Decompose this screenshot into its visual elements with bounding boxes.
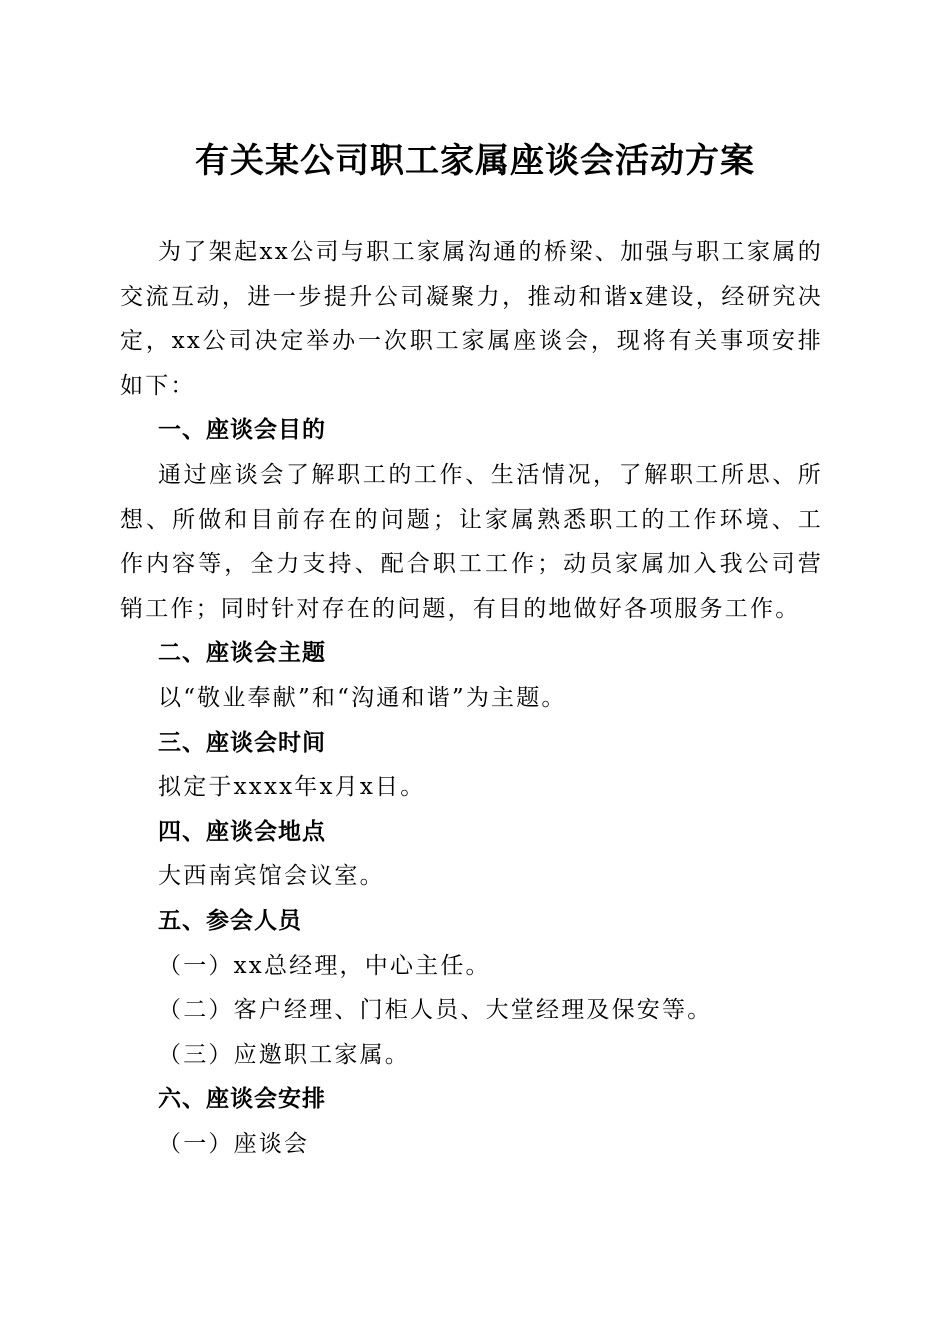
section-heading-arrangement: 六、座谈会安排 bbox=[158, 1086, 326, 1113]
intro-paragraph: 为了架起xx公司与职工家属沟通的桥梁、加强与职工家属的交流互动，进一步提升公司凝聚力，推动和谐x建设，经研究决定，xx公司决定举办一次职工家属座谈会，现将有关事项安排如下： bbox=[120, 239, 823, 399]
section-heading-attendees: 五、参会人员 bbox=[158, 907, 302, 934]
document-body bbox=[120, 230, 823, 1166]
document-title: 有关某公司职工家属座谈会活动方案 bbox=[195, 141, 755, 181]
section-heading-time: 三、座谈会时间 bbox=[158, 729, 326, 756]
section-body-time: 拟定于xxxx年x月x日。 bbox=[158, 774, 426, 801]
attendee-item: （一）xx总经理，中心主任。 bbox=[158, 952, 491, 979]
section-heading-theme: 二、座谈会主题 bbox=[158, 640, 326, 667]
section-heading-location: 四、座谈会地点 bbox=[158, 818, 326, 845]
arrangement-item: （一）座谈会 bbox=[158, 1130, 310, 1157]
attendee-item: （三）应邀职工家属。 bbox=[158, 1041, 410, 1068]
section-body-purpose: 通过座谈会了解职工的工作、生活情况，了解职工所思、所想、所做和目前存在的问题；让家属熟悉职工的工作环境、工作内容等，全力支持、配合职工工作；动员家属加入我公司营销工作；同时针对存在的问题，有目的地做好各项服务工作。 bbox=[120, 461, 823, 622]
section-body-theme: 以“敬业奉献”和“沟通和谐”为主题。 bbox=[158, 684, 567, 711]
section-body-location: 大西南宾馆会议室。 bbox=[158, 863, 385, 890]
section-heading-purpose: 一、座谈会目的 bbox=[158, 417, 326, 444]
attendee-item: （二）客户经理、门柜人员、大堂经理及保安等。 bbox=[158, 997, 713, 1024]
